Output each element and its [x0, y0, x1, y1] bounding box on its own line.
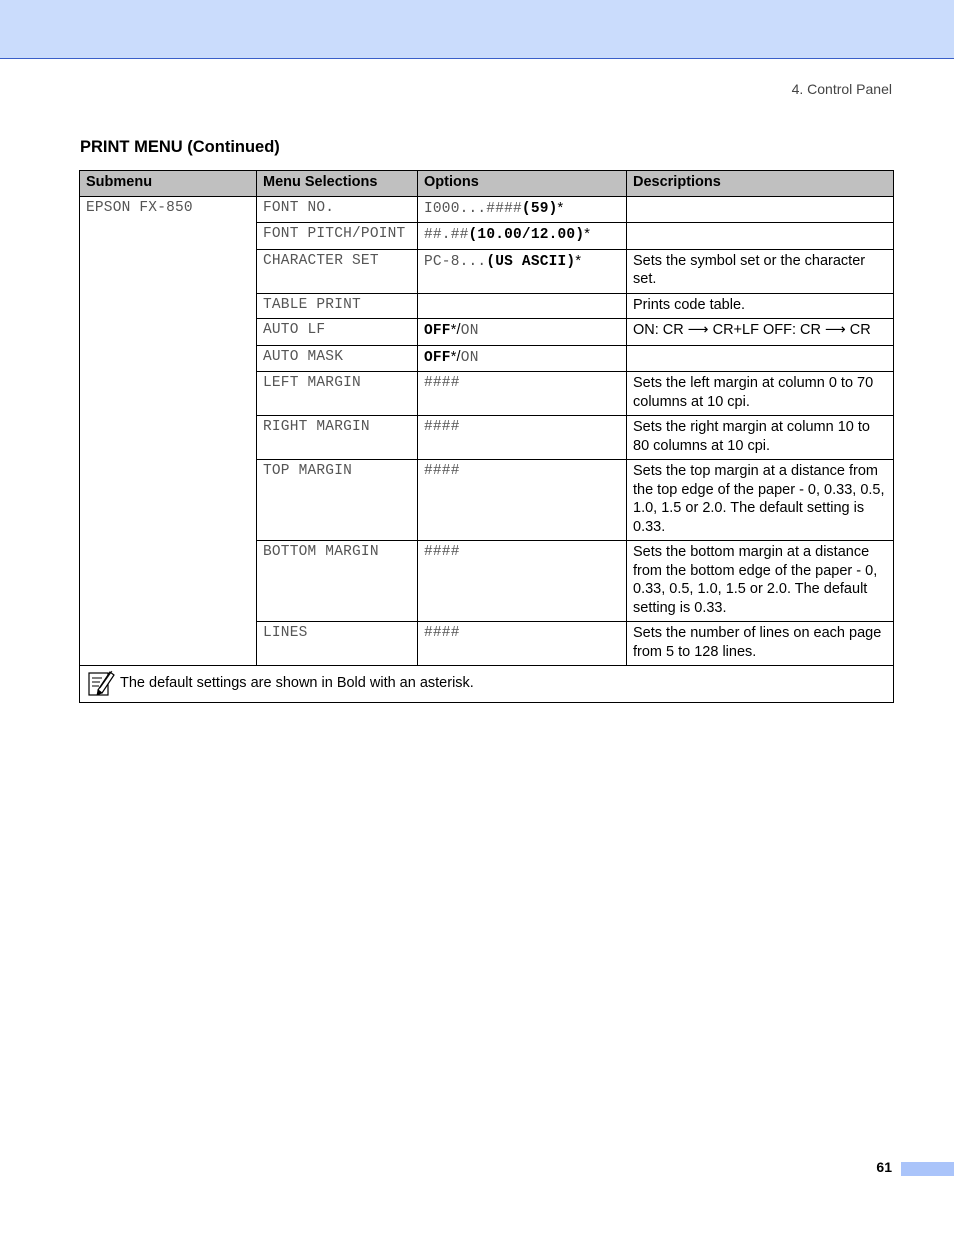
description-cell: Sets the right margin at column 10 to 80 columns at 10 cpi. [627, 416, 894, 460]
description-cell: Prints code table. [627, 293, 894, 319]
option-cell [418, 541, 627, 622]
header-descriptions: Descriptions [627, 171, 894, 197]
note-text: The default settings are shown in Bold with an asterisk. [120, 674, 474, 691]
menu-selection-cell: RIGHT MARGIN [257, 416, 418, 460]
description-cell [627, 196, 894, 223]
description-cell [627, 223, 894, 250]
header-band [0, 0, 954, 59]
option-suffix: ON [460, 323, 479, 339]
submenu-cell: EPSON FX-850 [80, 196, 257, 666]
option-default: (10.00/12.00) [468, 227, 585, 243]
menu-selection-cell: LEFT MARGIN [257, 372, 418, 416]
option-cell [418, 249, 627, 293]
menu-selection-cell: FONT PITCH/POINT [257, 223, 418, 250]
option-prefix: #### [424, 463, 460, 479]
option-suffix: ON [460, 349, 479, 366]
page-tab [901, 1162, 954, 1176]
table-header-row [80, 171, 894, 197]
option-default: OFF [424, 349, 451, 366]
description-cell: ON: CR ⟶ CR+LF OFF: CR ⟶ CR [627, 319, 894, 346]
option-asterisk: * [575, 252, 582, 269]
option-asterisk: * [557, 199, 564, 216]
description-cell: Sets the bottom margin at a distance from the bottom edge of the paper - 0, 0.33, 0.5, 1.0, 1.5 or 2.0. The default setting is 0.33. [627, 541, 894, 622]
option-prefix: #### [424, 419, 460, 435]
menu-selection-cell: AUTO LF [257, 319, 418, 346]
option-asterisk: */ [450, 348, 461, 365]
option-asterisk: */ [450, 322, 461, 338]
description-cell: Sets the top margin at a distance from the top edge of the paper - 0, 0.33, 0.5, 1.0, 1.5 or 2.0. The default setting is 0.33. [627, 460, 894, 541]
option-cell [418, 622, 627, 666]
option-prefix: #### [424, 625, 460, 641]
option-cell [418, 372, 627, 416]
menu-selection-cell: CHARACTER SET [257, 249, 418, 293]
option-default: (US ASCII) [486, 253, 576, 270]
option-prefix: #### [424, 544, 460, 560]
description-cell: Sets the number of lines on each page from 5 to 128 lines. [627, 622, 894, 666]
description-cell: Sets the left margin at column 0 to 70 columns at 10 cpi. [627, 372, 894, 416]
table-row [80, 196, 894, 223]
option-prefix: ##.## [424, 227, 469, 243]
description-cell [627, 345, 894, 372]
header-submenu: Submenu [80, 171, 257, 197]
option-cell [418, 460, 627, 541]
note-pencil-icon [86, 668, 116, 698]
option-asterisk: * [584, 226, 591, 242]
note [86, 668, 887, 698]
page-number: 61 [876, 1159, 892, 1175]
option-cell [418, 223, 627, 250]
option-cell [418, 196, 627, 223]
option-prefix: PC-8... [424, 253, 487, 270]
option-cell [418, 416, 627, 460]
note-row [80, 666, 894, 703]
chapter-label: 4. Control Panel [791, 81, 892, 97]
description-cell: Sets the symbol set or the character set. [627, 249, 894, 293]
menu-selection-cell: FONT NO. [257, 196, 418, 223]
menu-selection-cell: AUTO MASK [257, 345, 418, 372]
header-options: Options [418, 171, 627, 197]
option-cell [418, 293, 627, 319]
option-default: OFF [424, 323, 451, 339]
option-cell [418, 345, 627, 372]
menu-selection-cell: BOTTOM MARGIN [257, 541, 418, 622]
menu-selection-cell: LINES [257, 622, 418, 666]
option-default: (59) [521, 200, 558, 217]
note-cell [80, 666, 894, 703]
header-menu-selections: Menu Selections [257, 171, 418, 197]
print-menu-table [79, 170, 894, 703]
option-prefix: #### [424, 375, 460, 391]
option-cell [418, 319, 627, 346]
menu-selection-cell: TOP MARGIN [257, 460, 418, 541]
section-title: PRINT MENU (Continued) [80, 138, 280, 156]
menu-selection-cell: TABLE PRINT [257, 293, 418, 319]
option-prefix: I000...#### [424, 200, 522, 217]
